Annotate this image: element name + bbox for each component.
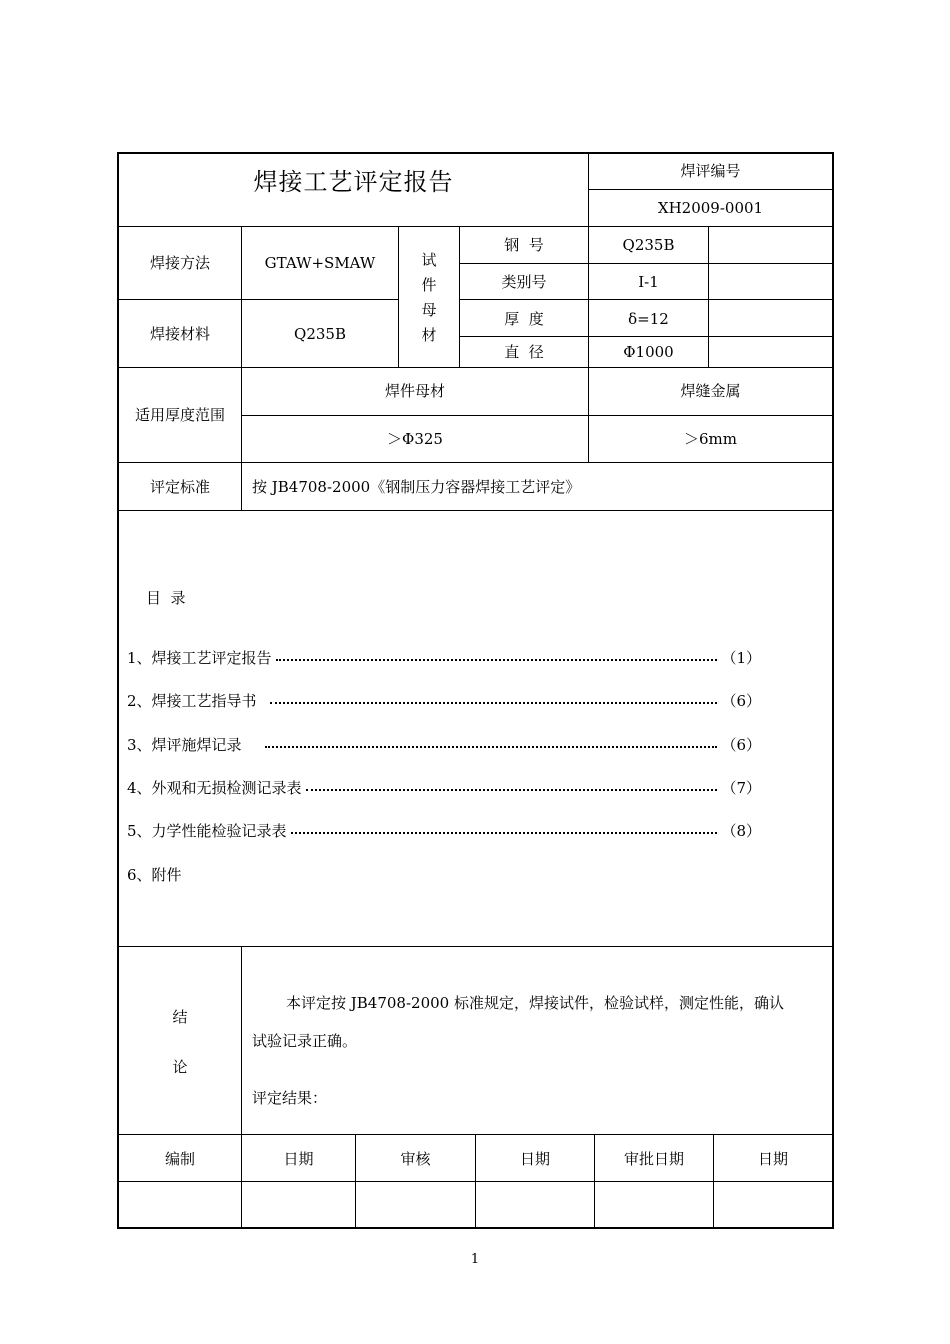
toc-item-label: 4、外观和无损检测记录表 — [127, 778, 302, 797]
report-number-label: 焊评编号 — [680, 162, 741, 180]
base-metal-range-value: ＞Φ325 — [387, 430, 443, 448]
steel-grade-value: Q235B — [622, 236, 675, 254]
toc-item — [127, 777, 761, 797]
toc-item-page: （7） — [721, 778, 761, 797]
toc-leader-dots — [265, 746, 718, 748]
steel-grade-label: 钢 号 — [504, 236, 544, 254]
conclusion-text-line2: 试验记录正确。 — [252, 1032, 358, 1050]
weld-metal-header: 焊缝金属 — [680, 382, 741, 400]
welding-method-value: GTAW+SMAW — [264, 254, 376, 272]
toc-leader-dots — [276, 659, 718, 661]
compiled-by-label: 编制 — [164, 1150, 195, 1168]
thickness-label: 厚 度 — [504, 310, 544, 328]
report-title: 焊接工艺评定报告 — [253, 168, 454, 196]
standard-value: 按 JB4708-2000《钢制压力容器焊接工艺评定》 — [252, 478, 581, 496]
approval-date-label: 审批日期 — [623, 1150, 684, 1168]
toc-heading: 目 录 — [146, 589, 186, 607]
conclusion-label-char: 结 — [172, 1008, 188, 1026]
conclusion-label-char: 论 — [172, 1058, 188, 1076]
toc-item — [127, 690, 761, 710]
toc-item-label: 3、焊评施焊记录 — [127, 735, 261, 754]
final-date-label: 日期 — [757, 1150, 788, 1168]
toc-item — [127, 820, 761, 840]
toc-item-page: （6） — [721, 735, 761, 754]
toc-item-page: （1） — [721, 648, 761, 667]
thickness-value: δ=12 — [628, 310, 669, 328]
toc-item-label: 2、焊接工艺指导书 — [127, 691, 267, 710]
base-metal-label-char: 材 — [421, 326, 437, 344]
evaluation-result-label: 评定结果： — [252, 1089, 328, 1107]
toc-item — [127, 647, 761, 667]
base-metal-header: 焊件母材 — [384, 382, 445, 400]
toc-item — [127, 734, 761, 754]
toc-leader-dots — [270, 702, 717, 704]
toc-item-page: （6） — [721, 691, 761, 710]
diameter-value: Φ1000 — [623, 343, 674, 361]
base-metal-label-char: 试 — [421, 251, 437, 269]
category-value: I-1 — [638, 273, 659, 291]
base-metal-label-char: 件 — [421, 276, 437, 294]
diameter-label: 直 径 — [504, 343, 544, 361]
welding-material-value: Q235B — [294, 325, 346, 343]
report-number-value: XH2009-0001 — [657, 199, 764, 217]
standard-label: 评定标准 — [149, 478, 210, 496]
toc-item-label: 1、焊接工艺评定报告 — [127, 648, 272, 667]
category-label: 类别号 — [501, 273, 547, 291]
welding-material-label: 焊接材料 — [149, 325, 210, 343]
weld-metal-range-value: ＞6mm — [684, 430, 737, 448]
page-number: 1 — [470, 1252, 480, 1267]
toc-leader-dots — [291, 832, 718, 834]
thickness-range-label: 适用厚度范围 — [134, 406, 225, 424]
toc-item-page: （8） — [721, 821, 761, 840]
toc-leader-dots — [306, 789, 718, 791]
compiled-date-label: 日期 — [283, 1150, 314, 1168]
toc-item-label: 5、力学性能检验记录表 — [127, 821, 287, 840]
review-label: 审核 — [400, 1150, 431, 1168]
toc-item-appendix: 6、附件 — [127, 866, 182, 884]
welding-method-label: 焊接方法 — [149, 254, 210, 272]
base-metal-label-char: 母 — [421, 301, 437, 319]
review-date-label: 日期 — [519, 1150, 550, 1168]
conclusion-text-line1: 本评定按 JB4708-2000 标准规定，焊接试件，检验试样，测定性能，确认 — [286, 994, 784, 1012]
